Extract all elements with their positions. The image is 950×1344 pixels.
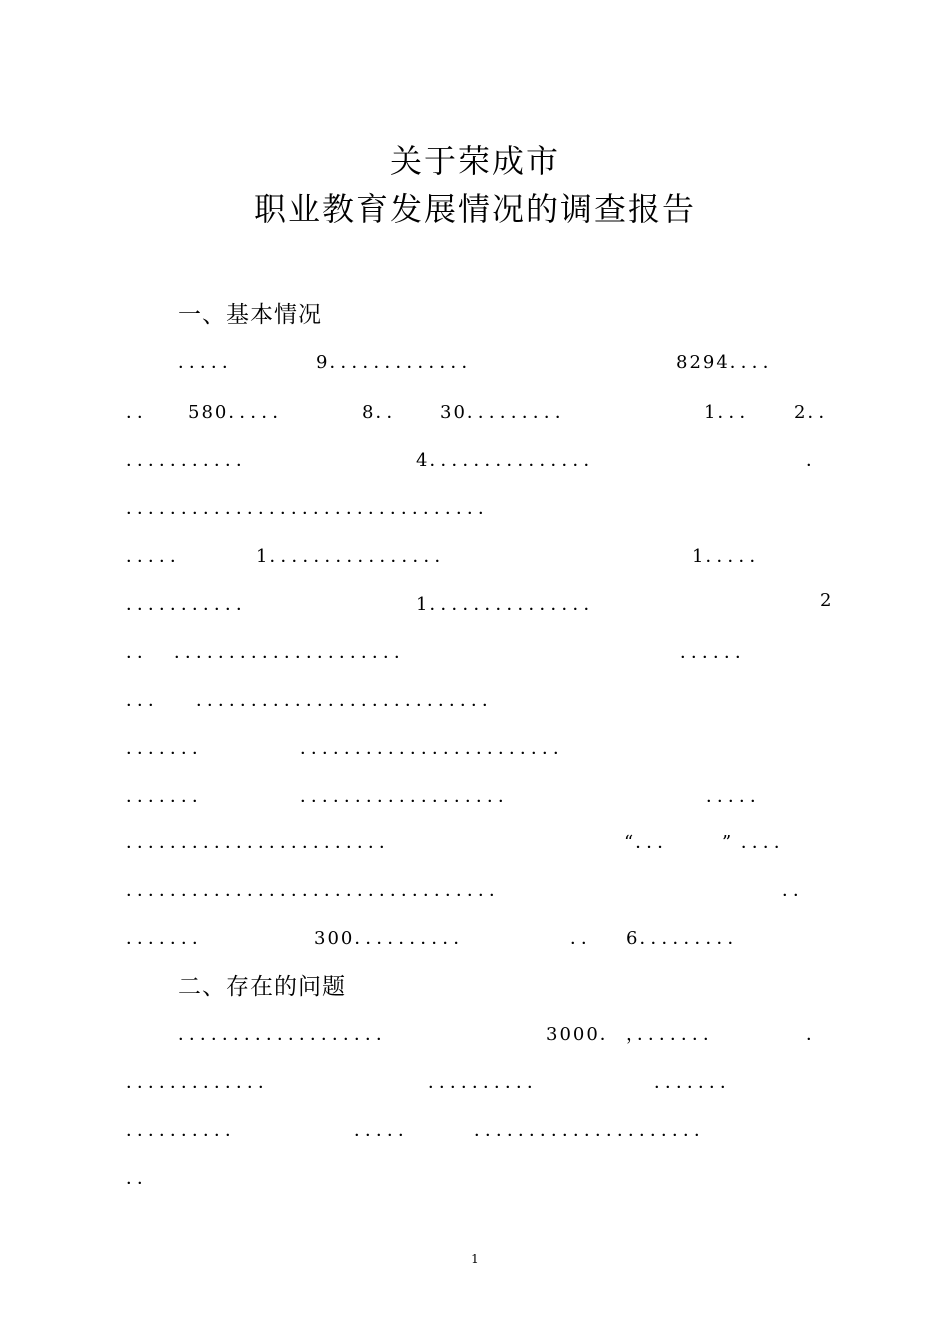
- text-segment: ．．．．．．．: [126, 786, 212, 807]
- paragraph-line: [0, 398, 950, 426]
- text-segment: 8．．: [362, 402, 407, 423]
- text-segment: 9．．．．．．．．．．．．．: [316, 352, 482, 373]
- paragraph-line: [0, 348, 950, 376]
- text-segment: ．．: [782, 880, 813, 901]
- text-segment: 1．．．: [704, 402, 760, 423]
- text-segment: ．．．．．．．．．．．．．．．．．．．: [300, 786, 518, 807]
- text-segment: 4．．．．．．．．．．．．．．．: [416, 450, 604, 471]
- text-segment: ，．．．．．．．: [626, 1024, 723, 1045]
- text-segment: “．．．: [624, 832, 678, 853]
- text-segment: ．．．．．．．: [126, 928, 212, 949]
- text-segment: ．．．．．．．．．．．．．．．．．．．．．: [174, 642, 414, 663]
- text-segment: ．．．．．: [354, 1120, 418, 1141]
- paragraph-line: [0, 1068, 950, 1096]
- text-segment: ．．: [126, 1168, 157, 1189]
- paragraph-line: [0, 828, 950, 856]
- text-segment: 3000．: [546, 1024, 620, 1045]
- text-segment: ．．．．．．．．．．．: [126, 594, 256, 615]
- section-heading-existing-problems: 二、存在的问题: [178, 974, 346, 1000]
- text-segment: ．．: [570, 928, 601, 949]
- text-segment: ．．．．．．．．．．．．．．．．．．．: [178, 1024, 396, 1045]
- text-segment: ．．．．．．．．．．．．．．．．．．．．．．．．．．．．．．．．．: [126, 498, 498, 519]
- text-segment: ．．．．．．: [680, 642, 755, 663]
- text-segment: 2．．: [794, 402, 839, 423]
- paragraph-line: [0, 1116, 950, 1144]
- report-title-line-1: 关于荣成市: [389, 142, 560, 180]
- text-segment: 8294．．．．: [676, 352, 783, 373]
- page-number: 1: [471, 1252, 479, 1266]
- text-segment: ．: [806, 1024, 826, 1045]
- text-segment: 300．．．．．．．．．．: [314, 928, 474, 949]
- text-segment: ．．．．．: [126, 546, 190, 567]
- paragraph-line: [0, 734, 950, 762]
- paragraph-line: [0, 782, 950, 810]
- text-segment: 1．．．．．．．．．．．．．．．: [416, 594, 604, 615]
- paragraph-line: [0, 494, 950, 522]
- text-segment: ．．．．．．．: [126, 738, 212, 759]
- text-segment: ．．: [126, 402, 157, 423]
- text-segment: ．．．．．．．．．．．: [126, 450, 256, 471]
- text-segment: ．．．．．．．．．．: [126, 1120, 245, 1141]
- text-segment: ．．．．．．．: [654, 1072, 740, 1093]
- text-segment: ．．．．．．．．．．．．．．．．．．．．．．．．．．．: [196, 690, 502, 711]
- text-segment: ．．．．．: [706, 786, 770, 807]
- report-title-line-2: 职业教育发展情况的调查报告: [253, 190, 696, 228]
- paragraph-line: [0, 686, 950, 714]
- text-segment: ．．．．．: [178, 352, 242, 373]
- text-segment: ．．: [126, 642, 157, 663]
- text-segment: ．．．．．．．．．．．．．．．．．．．．．．．．: [300, 738, 573, 759]
- paragraph-line: [0, 446, 950, 474]
- text-segment: ” ．．．．: [722, 832, 794, 853]
- text-segment: ．．．．．．．．．．．．．．．．．．．．．．．．: [126, 832, 399, 853]
- text-segment: 30．．．．．．．．．: [440, 402, 575, 423]
- text-segment: 2: [820, 590, 834, 611]
- paragraph-line: [0, 542, 950, 570]
- paragraph-line: [0, 1020, 950, 1048]
- text-segment: ．．．: [126, 690, 168, 711]
- text-segment: ．．．．．．．．．．: [428, 1072, 547, 1093]
- paragraph-line: [0, 1164, 950, 1192]
- paragraph-line: [0, 638, 950, 666]
- paragraph-line: [0, 924, 950, 952]
- text-segment: ．．．．．．．．．．．．．．．．．．．．．．．．．．．．．．．．．．: [126, 880, 509, 901]
- paragraph-line: [0, 876, 950, 904]
- text-segment: 580．．．．．: [188, 402, 293, 423]
- paragraph-line: [0, 590, 950, 618]
- text-segment: ．: [806, 450, 826, 471]
- text-segment: 6．．．．．．．．．: [626, 928, 748, 949]
- text-segment: ．．．．．．．．．．．．．．．．．．．．．: [474, 1120, 714, 1141]
- text-segment: 1．．．．．: [692, 546, 770, 567]
- text-segment: 1．．．．．．．．．．．．．．．．: [256, 546, 455, 567]
- text-segment: ．．．．．．．．．．．．．: [126, 1072, 278, 1093]
- section-heading-basic-situation: 一、基本情况: [178, 302, 322, 328]
